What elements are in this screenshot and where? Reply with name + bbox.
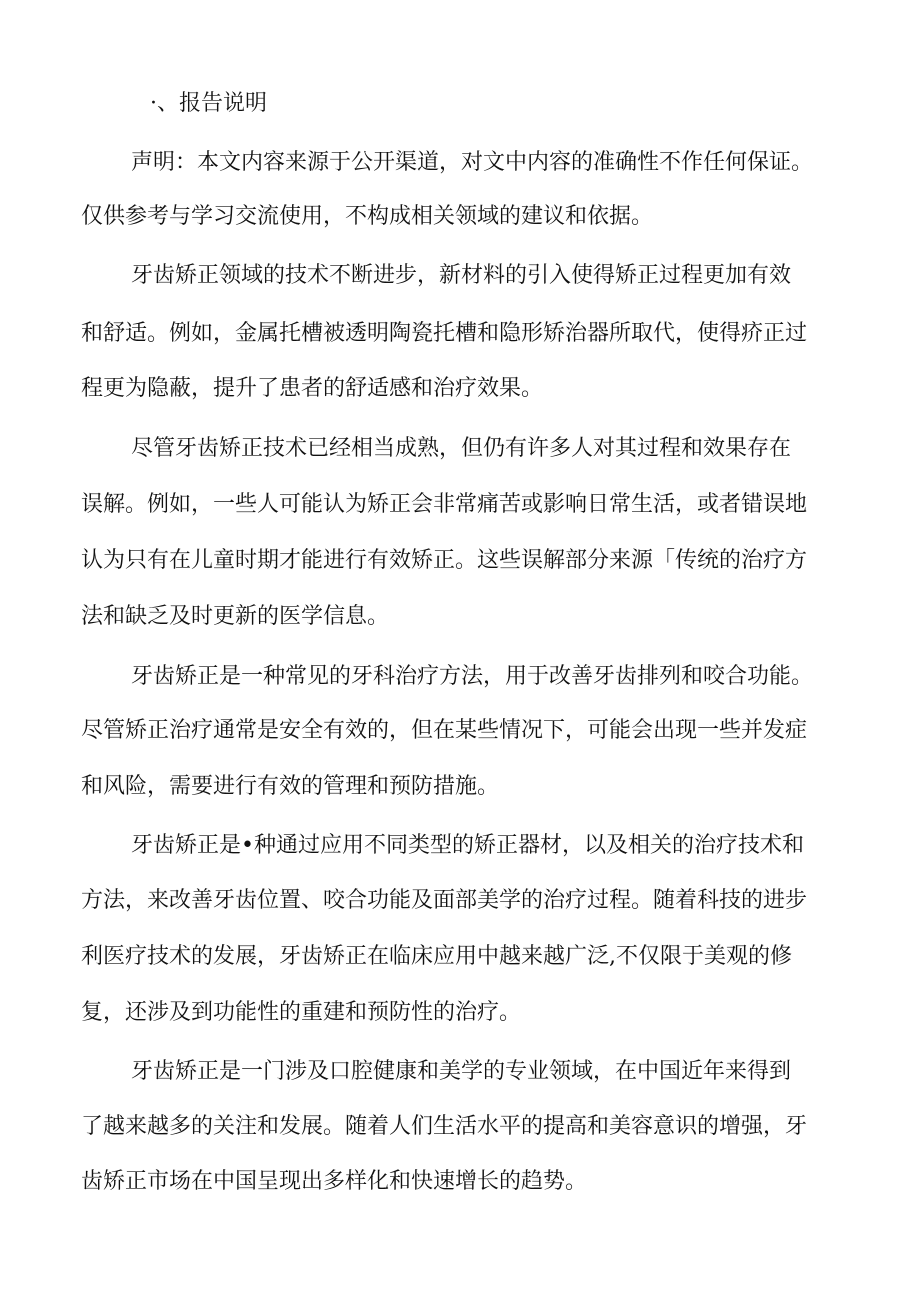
paragraph-3-line-3: 认为只有在儿童时期才能进行有效矫正。这些误解部分来源「传统的治疗方 — [81, 548, 808, 573]
paragraph-4-line-2: 尽管矫正治疗通常是安全有效的，但在某些情况下，可能会出现一些并发症 — [81, 718, 808, 743]
section-heading: ·、报告说明 — [150, 91, 267, 116]
paragraph-1-line-2: 仅供参考与学习交流使用，不构成相关领域的建议和依据。 — [81, 204, 654, 229]
paragraph-3-line-2: 误解。例如，一些人可能认为矫正会非常痛苦或影响日常生活，或者错误地 — [81, 492, 808, 517]
paragraph-4-line-1: 牙齿矫正是一种常见的牙科治疗方法，用于改善牙齿排列和咬合功能。 — [131, 664, 814, 689]
paragraph-1-line-1: 声明：本文内容来源于公开渠道，对文中内容的准确性不作任何保证。 — [131, 150, 814, 175]
paragraph-6-line-3: 齿矫正市场在中国呈现出多样化和快速增长的趋势。 — [81, 1169, 588, 1194]
paragraph-2-line-1: 牙齿矫正领域的技术不断进步，新材料的引入使得矫正过程更加有效 — [131, 263, 792, 288]
paragraph-3-line-4: 法和缺乏及时更新的医学信息。 — [81, 604, 390, 629]
paragraph-3-line-1: 尽管牙齿矫正技术已经相当成熟，但仍有许多人对其过程和效果存在 — [131, 436, 792, 461]
paragraph-6-line-2: 了越来越多的关注和发展。随着人们生活水平的提高和美容意识的增强，牙 — [81, 1114, 808, 1139]
paragraph-4-line-3: 和风险，需要进行有效的管理和预防措施。 — [81, 774, 500, 799]
paragraph-5-line-1: 牙齿矫正是•种通过应用不同类型的矫正器材，以及相关的治疗技术和 — [131, 833, 804, 858]
paragraph-2-line-3: 程更为隐蔽，提升了患者的舒适感和治疗效果。 — [81, 376, 544, 401]
paragraph-5-line-4: 复，还涉及到功能性的重建和预防性的治疗。 — [81, 1000, 522, 1025]
paragraph-6-line-1: 牙齿矫正是一门涉及口腔健康和美学的专业领域，在中国近年来得到 — [131, 1059, 792, 1084]
paragraph-2-line-2: 和舒适。例如，金属托槽被透明陶瓷托槽和隐形矫治器所取代，使得疥正过 — [81, 321, 808, 346]
paragraph-5-line-2: 方法，来改善牙齿位置、咬合功能及面部美学的治疗过程。随着科技的进步 — [81, 888, 808, 913]
paragraph-5-line-3: 利医疗技术的发展，牙齿矫正在临床应用中越来越广泛,不仅限于美观的修 — [81, 944, 792, 969]
